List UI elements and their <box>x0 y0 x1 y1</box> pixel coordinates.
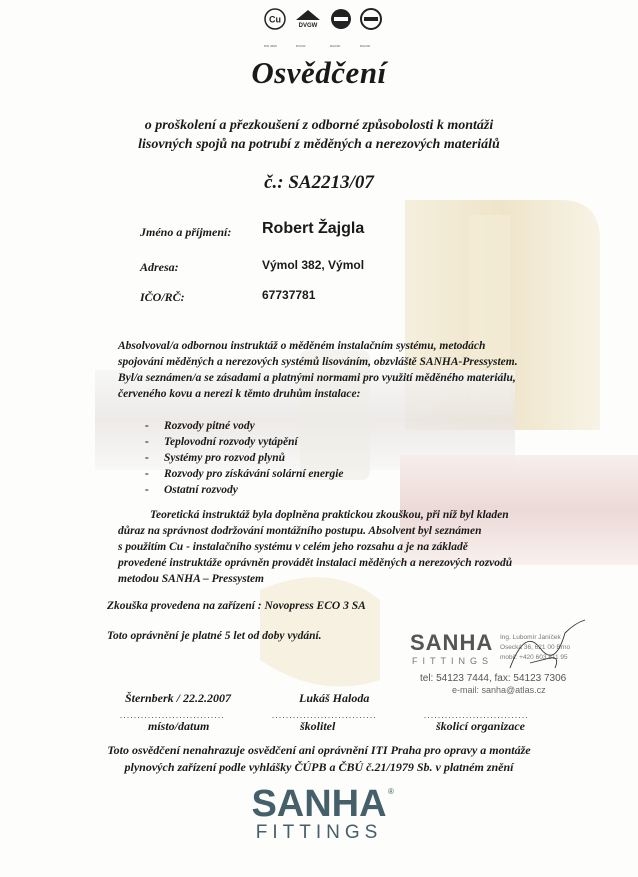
cu-logo-text: Cu <box>269 14 281 25</box>
trainer-label: školitel <box>300 719 336 733</box>
address-value: Výmol 382, Výmol <box>262 258 365 272</box>
list-item-text: Rozvody pro získávání solární energie <box>164 468 344 480</box>
list-item-text: Rozvody pitné vody <box>164 420 255 432</box>
certificate-number: č.: SA2213/07 <box>264 172 374 193</box>
list-dash: - <box>145 420 149 432</box>
intro-line: Byl/a seznámen/a se zásadami a platnými normami pro využití měděného materiálu, <box>118 372 516 384</box>
list-dash: - <box>145 436 149 448</box>
dvgw-logo-text: DVGW <box>298 23 318 29</box>
list-item <box>145 434 344 450</box>
list-dash: - <box>145 468 149 480</box>
signature-dots: .............................. <box>424 711 529 720</box>
stamp-street: Osecká 36, 621 00 Brno <box>500 644 571 651</box>
organization-label: školicí organizace <box>436 719 525 733</box>
theory-line: metodou SANHA – Pressystem <box>118 573 264 585</box>
theory-line: provedené instruktáže oprávněn provádět instalaci měděných a nerezových rozvodů <box>118 557 513 569</box>
stamp-fittings: FITTINGS <box>412 656 493 666</box>
cu-logo <box>264 8 286 30</box>
place-date-label: místo/datum <box>148 719 210 733</box>
name-value: Robert Žajgla <box>262 220 365 237</box>
intro-line: Absolvoval/a odbornou instruktáž o měděném instalačním systému, metodách <box>118 340 486 352</box>
place-date-value: Šternberk / 22.2.2007 <box>125 691 232 705</box>
footer-line: plynových zařízení podle vyhlášky ČÚPB a ČBÚ č.21/1979 Sb. v platném znění <box>124 760 514 774</box>
ico-value: 67737781 <box>262 288 316 302</box>
stamp-mobile: mobil: +420 603 811 95 <box>500 654 568 661</box>
list-item-text: Systémy pro rozvod plynů <box>164 452 286 464</box>
stamp-email: e-mail: sanha@atlas.cz <box>452 685 546 695</box>
stamp-logo: SANHA <box>410 630 494 655</box>
test-device: Zkouška provedena na zařízení : Novopress ECO 3 SA <box>107 600 366 612</box>
list-item <box>145 482 344 498</box>
document-subtitle <box>0 116 638 154</box>
ico-label: IČO/RČ: <box>140 290 185 304</box>
logo-caption: DVGW <box>296 44 306 48</box>
brand-name: SANHA <box>251 783 387 825</box>
intro-line: červeného kovu a nerezi k těmto druhům instalace: <box>118 388 361 400</box>
subtitle-line: o proškolení a přezkoušení z odborné způsobolosti k montáži <box>144 118 494 133</box>
validity-note: Toto oprávnění je platné 5 let od doby vydání. <box>107 630 322 642</box>
name-label: Jméno a příjmení: <box>140 225 232 239</box>
list-item <box>145 418 344 434</box>
footer-note <box>0 742 638 776</box>
signature-dots: .............................. <box>120 711 225 720</box>
address-label: Adresa: <box>140 260 179 274</box>
list-dash: - <box>145 484 149 496</box>
logo-caption: DIN 4690 <box>264 44 277 48</box>
theory-line: důraz na správnost dodržování montážního postupu. Absolvent byl seznámen <box>118 525 482 537</box>
stamp-tel: tel: 54123 7444, fax: 54123 7306 <box>420 673 567 684</box>
handwritten-signature <box>490 618 590 678</box>
brand-subtitle: FITTINGS <box>255 822 383 843</box>
cert-logo-3 <box>330 8 352 30</box>
trainer-name: Lukáš Haloda <box>299 691 370 705</box>
cert-logo-4 <box>360 8 382 30</box>
list-item-text: Ostatní rozvody <box>164 484 238 496</box>
stamp-contact-name: Ing. Lubomír Janíček <box>500 634 561 641</box>
footer-line: Toto osvědčení nenahrazuje osvědčení ani oprávnění ITI Praha pro opravy a montáže <box>107 743 531 757</box>
list-item-text: Teplovodní rozvody vytápění <box>164 436 298 448</box>
logo-caption: RAGSK <box>330 44 341 48</box>
brand-registered-mark: ® <box>388 787 394 796</box>
installation-types-list <box>145 418 344 498</box>
theory-line: Teoretická instruktáž byla doplněna praktickou zkouškou, při níž byl kladen <box>150 509 509 521</box>
list-item <box>145 466 344 482</box>
list-item <box>145 450 344 466</box>
theory-paragraph <box>118 507 598 587</box>
signature-dots: .............................. <box>272 711 377 720</box>
subtitle-line: lisovných spojů na potrubí z měděných a nerezových materiálů <box>138 137 500 152</box>
certification-logos <box>262 8 392 48</box>
company-stamp <box>410 628 595 698</box>
list-dash: - <box>145 452 149 464</box>
document-title: Osvědčení <box>251 55 387 90</box>
dvgw-logo <box>294 8 322 30</box>
logo-caption: RAGSK <box>360 44 371 48</box>
theory-line: s použitím Cu - instalačního systému v celém jeho rozsahu a je na základě <box>118 541 468 553</box>
intro-paragraph <box>118 338 588 402</box>
intro-line: spojování měděných a nerezových systémů lisováním, obzvláště SANHA-Pressystem. <box>118 356 518 368</box>
sanha-brand-logo <box>0 783 638 826</box>
